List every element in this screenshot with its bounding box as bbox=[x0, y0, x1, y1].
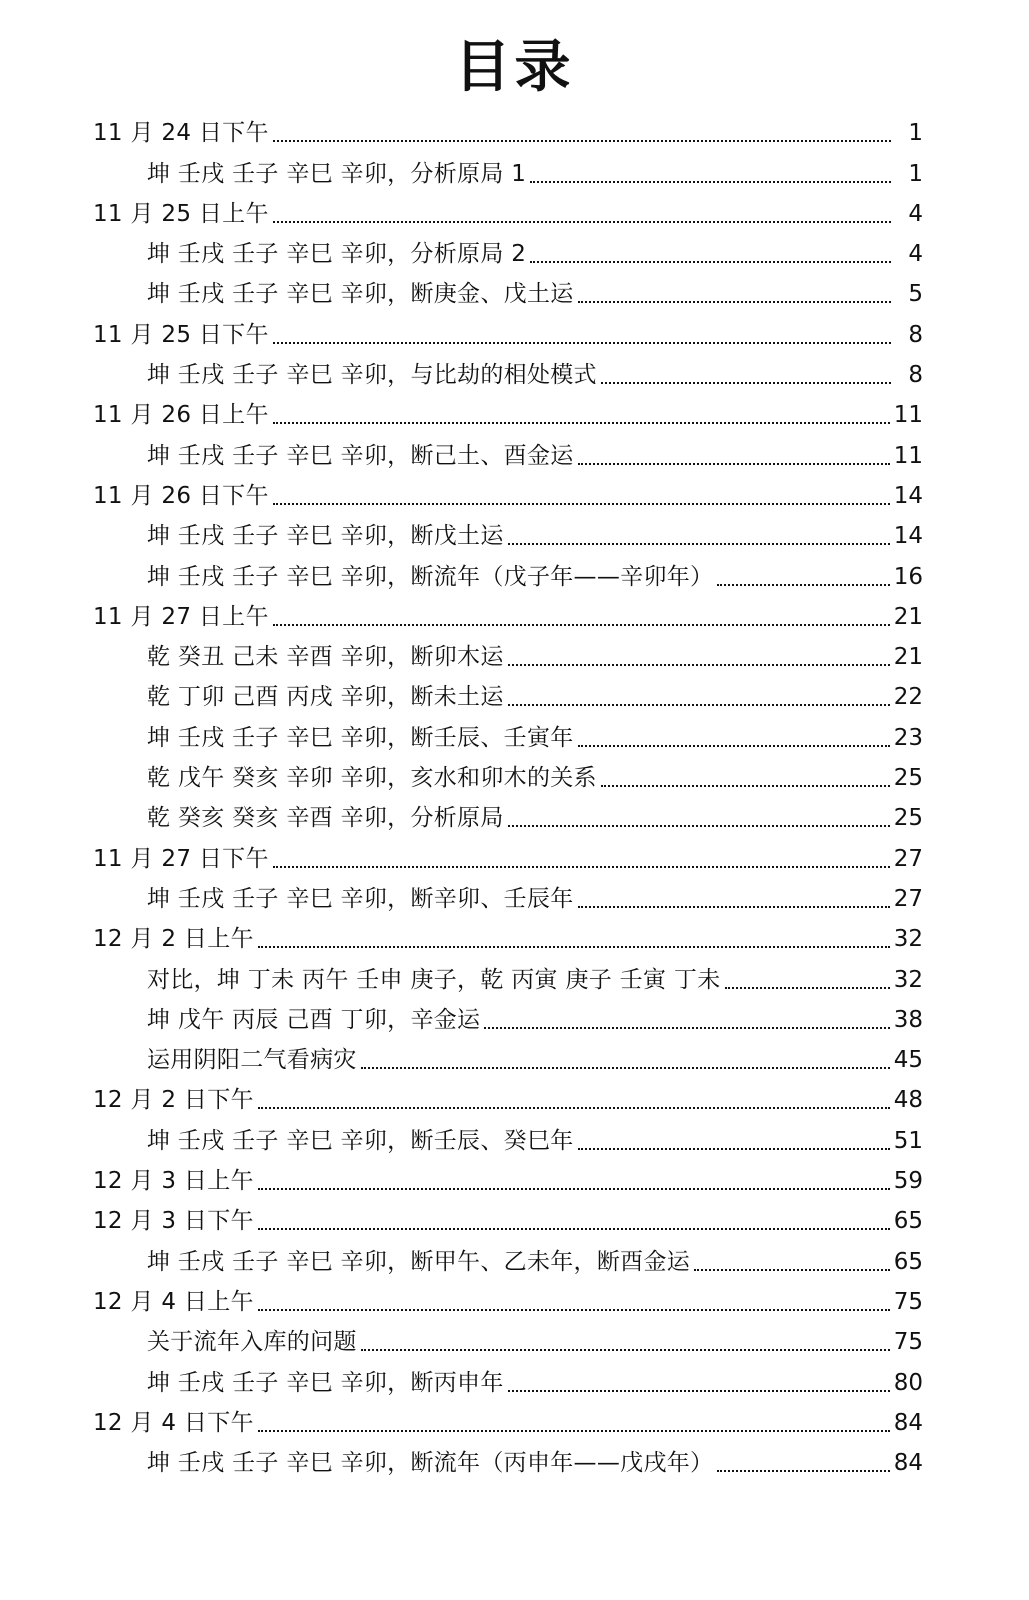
dot-leader bbox=[717, 584, 889, 586]
dot-leader bbox=[258, 1430, 890, 1432]
toc-page-number: 5 bbox=[908, 281, 923, 308]
dot-leader bbox=[717, 1470, 889, 1472]
toc-entry-title: 11 月 25 日下午 bbox=[93, 321, 269, 348]
dot-leader bbox=[578, 301, 891, 303]
toc-page-number: 27 bbox=[893, 885, 923, 912]
toc-page-number: 59 bbox=[893, 1168, 923, 1195]
toc-page-number: 38 bbox=[893, 1006, 923, 1033]
dot-leader bbox=[530, 181, 891, 183]
toc-entry-title: 坤 戊午 丙辰 己酉 丁卯，辛金运 bbox=[147, 1006, 481, 1033]
toc-entry-title: 坤 壬戌 壬子 辛巳 辛卯，断壬辰、癸巳年 bbox=[147, 1127, 574, 1154]
toc-entry-title: 坤 壬戌 壬子 辛巳 辛卯，断流年（戊子年——辛卯年） bbox=[147, 563, 714, 590]
dot-leader bbox=[273, 140, 891, 142]
toc-entry[interactable] bbox=[93, 189, 923, 229]
dot-leader bbox=[273, 342, 891, 344]
toc-entry-title: 坤 壬戌 壬子 辛巳 辛卯，断庚金、戊土运 bbox=[147, 281, 574, 308]
toc-page-number: 21 bbox=[893, 644, 923, 671]
toc-entry-title: 12 月 2 日上午 bbox=[93, 926, 254, 953]
toc-page-number: 4 bbox=[908, 241, 923, 268]
toc-subentry[interactable] bbox=[93, 712, 923, 752]
toc-subentry[interactable] bbox=[93, 1317, 923, 1357]
dot-leader bbox=[361, 1349, 890, 1351]
toc-page-number: 84 bbox=[893, 1450, 923, 1477]
dot-leader bbox=[484, 1027, 889, 1029]
dot-leader bbox=[578, 906, 890, 908]
toc-subentry[interactable] bbox=[93, 793, 923, 833]
dot-leader bbox=[578, 745, 890, 747]
toc-entry-title: 乾 戊午 癸亥 辛卯 辛卯，亥水和卯木的关系 bbox=[147, 765, 597, 792]
toc-page-number: 14 bbox=[893, 523, 923, 550]
toc-subentry[interactable] bbox=[93, 269, 923, 309]
toc-subentry[interactable] bbox=[93, 350, 923, 390]
toc-entry[interactable] bbox=[93, 390, 923, 430]
toc-entry[interactable] bbox=[93, 1398, 923, 1438]
toc-entry-title: 乾 丁卯 己酉 丙戌 辛卯，断未土运 bbox=[147, 684, 504, 711]
toc-entry-title: 12 月 3 日下午 bbox=[93, 1208, 254, 1235]
toc-subentry[interactable] bbox=[93, 954, 923, 994]
toc-page-number: 27 bbox=[893, 845, 923, 872]
toc-entry[interactable] bbox=[93, 914, 923, 954]
dot-leader bbox=[601, 785, 890, 787]
toc-subentry[interactable] bbox=[93, 1438, 923, 1478]
toc-entry[interactable] bbox=[93, 833, 923, 873]
dot-leader bbox=[361, 1067, 890, 1069]
toc-entry-title: 11 月 24 日下午 bbox=[93, 120, 269, 147]
toc-entry-title: 坤 壬戌 壬子 辛巳 辛卯，断戊土运 bbox=[147, 523, 504, 550]
toc-entry-title: 乾 癸亥 癸亥 辛酉 辛卯，分析原局 bbox=[147, 805, 504, 832]
toc-page-number: 25 bbox=[893, 805, 923, 832]
toc-entry-title: 坤 壬戌 壬子 辛巳 辛卯，断壬辰、壬寅年 bbox=[147, 724, 574, 751]
toc-subentry[interactable] bbox=[93, 430, 923, 470]
dot-leader bbox=[508, 543, 890, 545]
toc-entry-title: 11 月 27 日上午 bbox=[93, 603, 269, 630]
toc-entry-title: 12 月 4 日下午 bbox=[93, 1409, 254, 1436]
dot-leader bbox=[508, 704, 890, 706]
toc-entry-title: 11 月 26 日下午 bbox=[93, 482, 269, 509]
toc-page-number: 25 bbox=[893, 765, 923, 792]
dot-leader bbox=[601, 382, 891, 384]
dot-leader bbox=[508, 825, 890, 827]
toc-page-number: 23 bbox=[893, 724, 923, 751]
toc-subentry[interactable] bbox=[93, 229, 923, 269]
toc-subentry[interactable] bbox=[93, 1115, 923, 1155]
toc-subentry[interactable] bbox=[93, 511, 923, 551]
toc-entry-title: 坤 壬戌 壬子 辛巳 辛卯，分析原局 1 bbox=[147, 160, 527, 187]
dot-leader bbox=[578, 1148, 890, 1150]
table-of-contents bbox=[93, 108, 923, 1478]
toc-subentry[interactable] bbox=[93, 874, 923, 914]
toc-entry-title: 乾 癸丑 己未 辛酉 辛卯，断卯木运 bbox=[147, 644, 504, 671]
toc-entry-title: 12 月 3 日上午 bbox=[93, 1168, 254, 1195]
toc-page-number: 11 bbox=[893, 442, 923, 469]
toc-page-number: 1 bbox=[908, 120, 923, 147]
toc-page-number: 32 bbox=[893, 966, 923, 993]
toc-entry-title: 运用阴阳二气看病灾 bbox=[147, 1047, 357, 1074]
toc-page-number: 8 bbox=[908, 321, 923, 348]
toc-page-number: 1 bbox=[908, 160, 923, 187]
toc-page-number: 75 bbox=[893, 1288, 923, 1315]
toc-entry[interactable] bbox=[93, 309, 923, 349]
toc-subentry[interactable] bbox=[93, 551, 923, 591]
dot-leader bbox=[578, 463, 890, 465]
toc-subentry[interactable] bbox=[93, 148, 923, 188]
toc-entry-title: 11 月 26 日上午 bbox=[93, 402, 269, 429]
toc-subentry[interactable] bbox=[93, 753, 923, 793]
toc-entry-title: 11 月 27 日下午 bbox=[93, 845, 269, 872]
dot-leader bbox=[258, 1228, 890, 1230]
toc-entry[interactable] bbox=[93, 592, 923, 632]
dot-leader bbox=[273, 624, 890, 626]
toc-entry-title: 12 月 4 日上午 bbox=[93, 1288, 254, 1315]
toc-page-number: 84 bbox=[893, 1409, 923, 1436]
toc-page-number: 65 bbox=[893, 1208, 923, 1235]
dot-leader bbox=[725, 987, 890, 989]
toc-subentry[interactable] bbox=[93, 1035, 923, 1075]
toc-page-number: 11 bbox=[893, 402, 923, 429]
toc-page-number: 45 bbox=[893, 1047, 923, 1074]
toc-page-number: 4 bbox=[908, 200, 923, 227]
toc-page-number: 22 bbox=[893, 684, 923, 711]
toc-entry-title: 坤 壬戌 壬子 辛巳 辛卯，断丙申年 bbox=[147, 1369, 504, 1396]
toc-entry-title: 坤 壬戌 壬子 辛巳 辛卯，与比劫的相处模式 bbox=[147, 362, 597, 389]
toc-page-number: 21 bbox=[893, 603, 923, 630]
page-title: 目录 bbox=[454, 35, 575, 100]
toc-subentry[interactable] bbox=[93, 1236, 923, 1276]
toc-page-number: 65 bbox=[893, 1248, 923, 1275]
dot-leader bbox=[258, 1188, 890, 1190]
toc-entry[interactable] bbox=[93, 108, 923, 148]
dot-leader bbox=[258, 1107, 890, 1109]
dot-leader bbox=[273, 422, 890, 424]
toc-subentry[interactable] bbox=[93, 995, 923, 1035]
toc-entry-title: 坤 壬戌 壬子 辛巳 辛卯，断甲午、乙未年，断酉金运 bbox=[147, 1248, 691, 1275]
toc-subentry[interactable] bbox=[93, 672, 923, 712]
toc-page-number: 8 bbox=[908, 362, 923, 389]
toc-entry[interactable] bbox=[93, 1196, 923, 1236]
toc-entry[interactable] bbox=[93, 1277, 923, 1317]
toc-entry-title: 12 月 2 日下午 bbox=[93, 1087, 254, 1114]
toc-entry-title: 11 月 25 日上午 bbox=[93, 200, 269, 227]
toc-entry-title: 关于流年入库的问题 bbox=[147, 1329, 357, 1356]
dot-leader bbox=[258, 946, 890, 948]
toc-entry-title: 坤 壬戌 壬子 辛巳 辛卯，断流年（丙申年——戊戌年） bbox=[147, 1450, 714, 1477]
toc-page-number: 51 bbox=[893, 1127, 923, 1154]
dot-leader bbox=[508, 664, 890, 666]
toc-page-number: 80 bbox=[893, 1369, 923, 1396]
toc-page-number: 16 bbox=[893, 563, 923, 590]
dot-leader bbox=[273, 866, 890, 868]
toc-entry[interactable] bbox=[93, 1075, 923, 1115]
toc-entry-title: 坤 壬戌 壬子 辛巳 辛卯，分析原局 2 bbox=[147, 241, 527, 268]
toc-entry-title: 坤 壬戌 壬子 辛巳 辛卯，断己土、酉金运 bbox=[147, 442, 574, 469]
toc-page-number: 48 bbox=[893, 1087, 923, 1114]
dot-leader bbox=[258, 1309, 890, 1311]
toc-entry-title: 对比，坤 丁未 丙午 壬申 庚子，乾 丙寅 庚子 壬寅 丁未 bbox=[147, 966, 721, 993]
toc-entry[interactable] bbox=[93, 471, 923, 511]
toc-page-number: 75 bbox=[893, 1329, 923, 1356]
toc-entry-title: 坤 壬戌 壬子 辛巳 辛卯，断辛卯、壬辰年 bbox=[147, 885, 574, 912]
dot-leader bbox=[273, 503, 890, 505]
dot-leader bbox=[530, 261, 891, 263]
toc-subentry[interactable] bbox=[93, 632, 923, 672]
dot-leader bbox=[508, 1390, 890, 1392]
dot-leader bbox=[273, 221, 891, 223]
toc-subentry[interactable] bbox=[93, 1357, 923, 1397]
dot-leader bbox=[694, 1269, 890, 1271]
toc-page-number: 14 bbox=[893, 482, 923, 509]
toc-entry[interactable] bbox=[93, 1156, 923, 1196]
toc-page-number: 32 bbox=[893, 926, 923, 953]
